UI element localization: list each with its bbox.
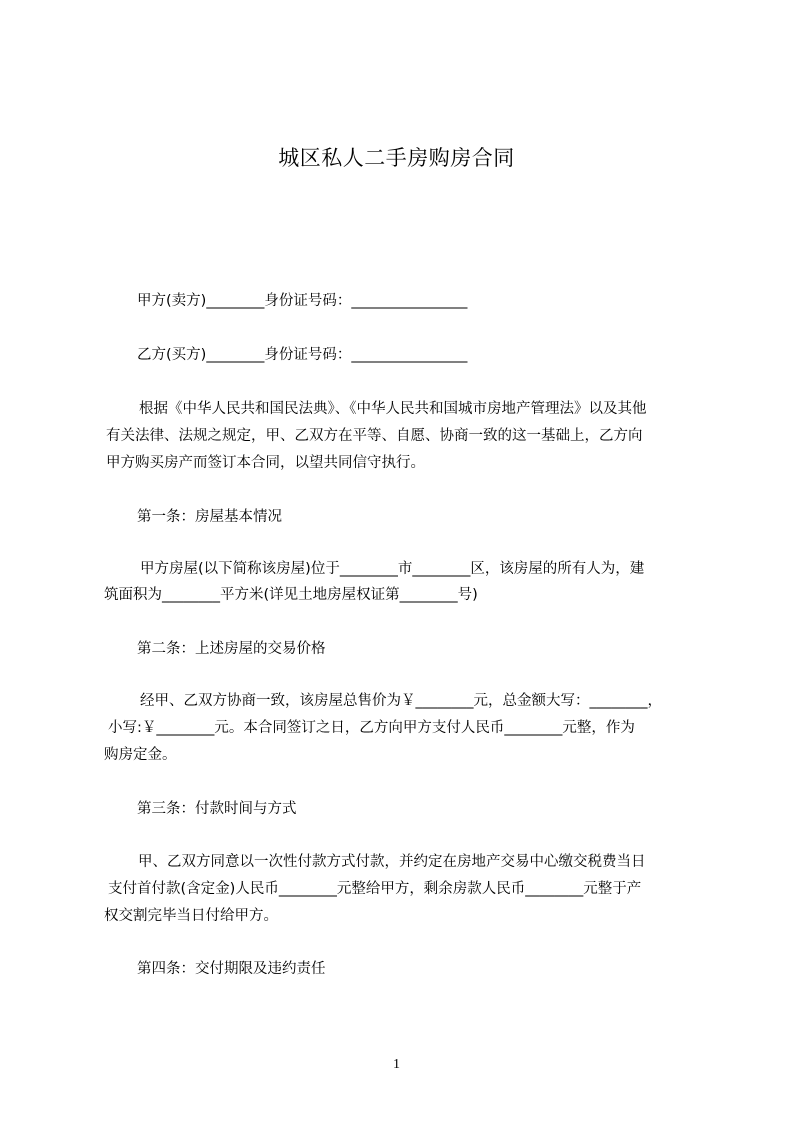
article-2-line: 小写:￥________元。本合同签订之日，乙方向甲方支付人民币________元整，作为 <box>108 720 635 736</box>
article-1-heading: 第一条：房屋基本情况 <box>137 509 282 525</box>
article-3-line: 甲、乙双方同意以一次性付款方式付款，并约定在房地产交易中心缴交税费当日 <box>138 854 646 870</box>
article-3-line: 支付首付款(含定金)人民币________元整给甲方，剩余房款人民币________元整于产 <box>108 881 642 897</box>
article-4-heading: 第四条：交付期限及违约责任 <box>137 961 326 977</box>
preamble-line: 有关法律、法规之规定，甲、乙双方在平等、自愿、协商一致的这一基础上，乙方向 <box>106 428 643 444</box>
seller-line: 甲方(卖方)________身份证号码：________________ <box>137 293 468 309</box>
document-title: 城区私人二手房购房合同 <box>278 146 515 170</box>
article-2-line: 经甲、乙双方协商一致，该房屋总售价为￥________元，总金额大写：________， <box>140 693 662 709</box>
article-2-heading: 第二条：上述房屋的交易价格 <box>137 641 326 657</box>
preamble-line: 甲方购买房产而签订本合同，以望共同信守执行。 <box>106 455 425 471</box>
article-2-line: 购房定金。 <box>104 747 177 763</box>
article-3-line: 权交割完毕当日付给甲方。 <box>104 908 278 924</box>
article-1-line: 筑面积为________平方米(详见土地房屋权证第________号) <box>104 587 478 603</box>
buyer-line: 乙方(买方)________身份证号码：________________ <box>137 347 468 363</box>
article-1-line: 甲方房屋(以下简称该房屋)位于________市________区，该房屋的所有人为，建 <box>140 561 645 577</box>
article-3-heading: 第三条：付款时间与方式 <box>137 801 297 817</box>
page-number: 1 <box>393 1057 400 1072</box>
preamble-line: 根据《中华人民共和国民法典》、《中华人民共和国城市房地产管理法》以及其他 <box>139 401 647 417</box>
